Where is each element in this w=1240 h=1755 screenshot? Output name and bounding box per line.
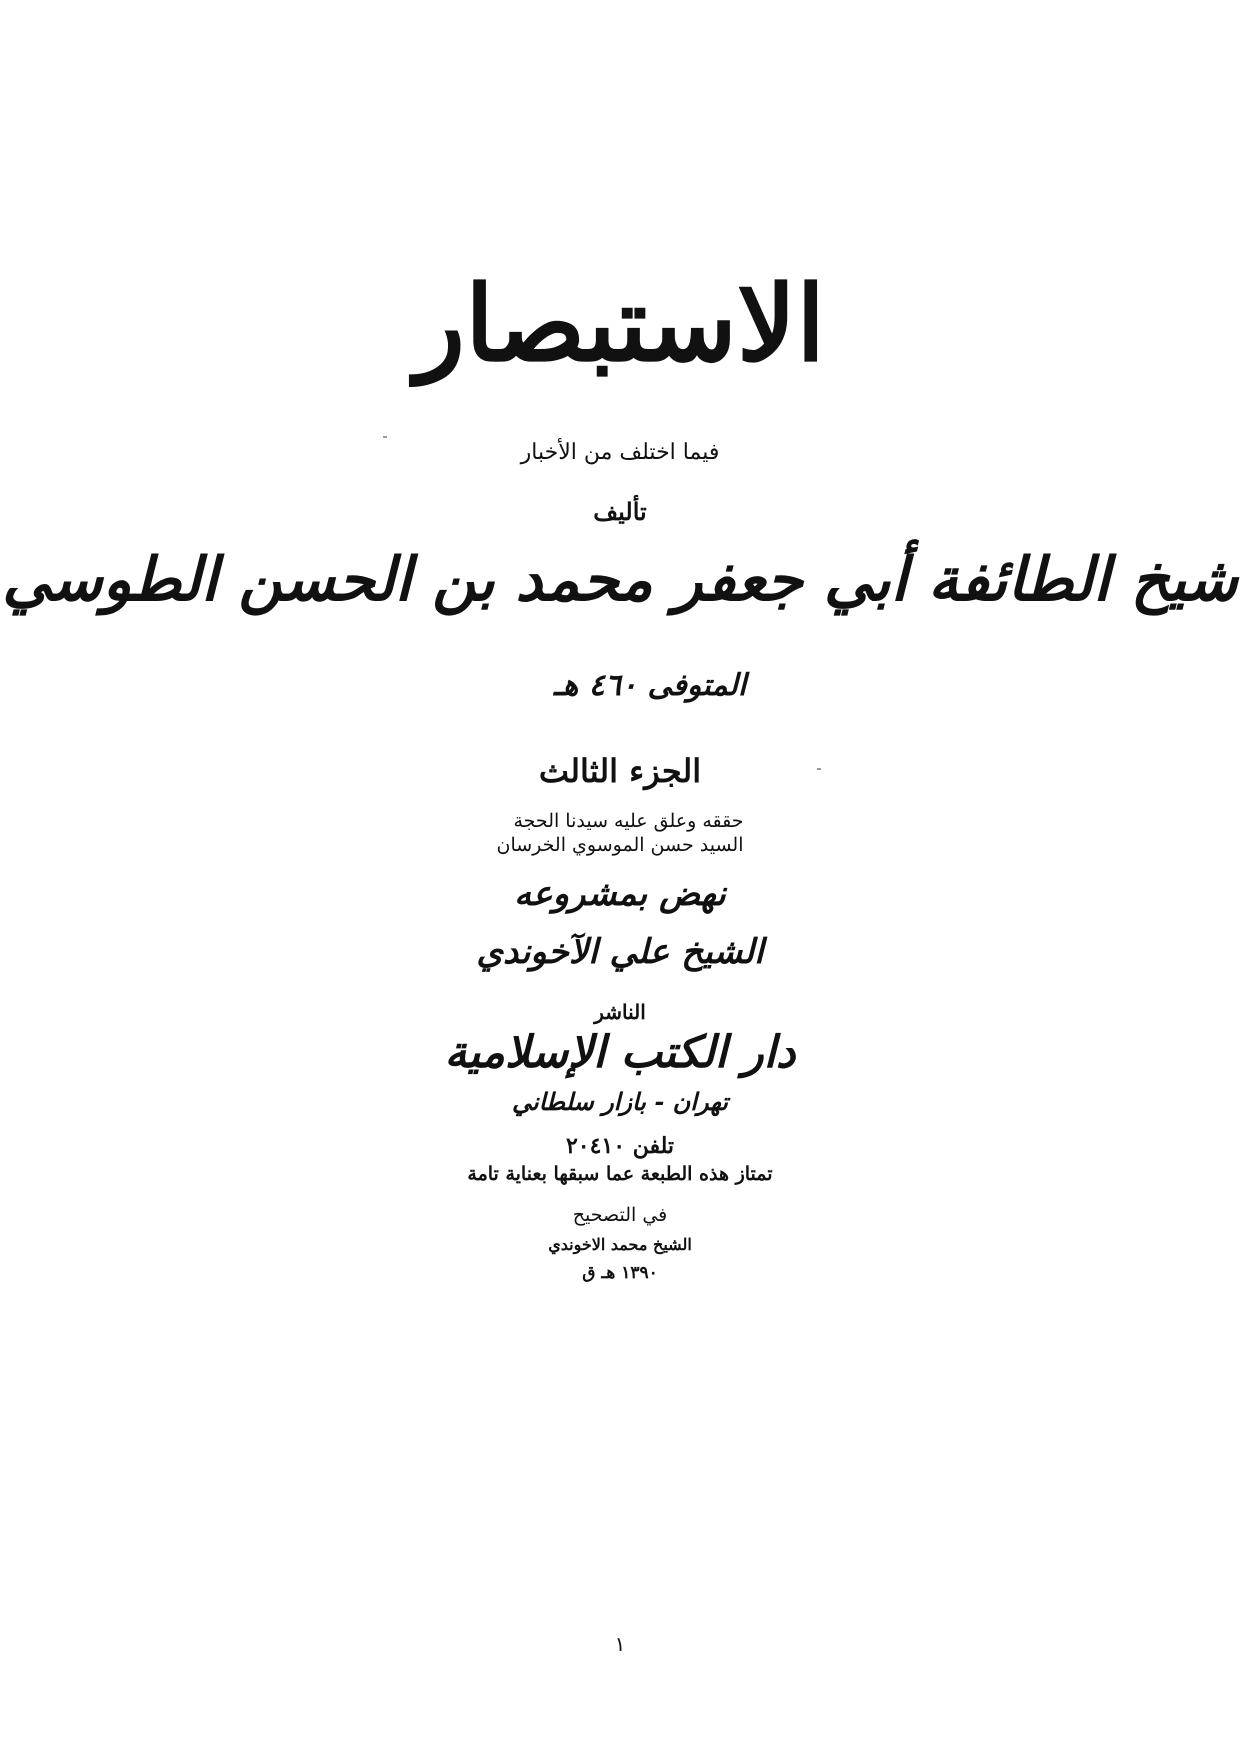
book-title: الاستبصار	[414, 262, 826, 385]
editor-line-2: السيد حسن الموسوي الخرسان	[496, 833, 744, 856]
phone-number: ٢٠٤١٠	[565, 1133, 626, 1159]
correction-label: في التصحيح	[572, 1204, 668, 1226]
page-number: ١	[614, 1632, 626, 1656]
scan-speck	[383, 436, 387, 438]
sponsor-name: الشيخ علي الآخوندي	[476, 932, 764, 972]
editor-credit	[0, 810, 1240, 858]
author-death-date: المتوفى ٤٦٠ هـ	[553, 668, 747, 703]
author-name: شيخ الطائفة أبي جعفر محمد بن الحسن الطوسي	[2, 545, 1238, 615]
publisher-name: دار الكتب الإسلامية	[444, 1027, 796, 1078]
publication-year: ١٣٩٠ هـ ق	[582, 1263, 658, 1283]
publisher-label: الناشر	[594, 1000, 646, 1024]
edition-note: تمتاز هذه الطبعة عما سبقها بعناية تامة	[467, 1163, 773, 1185]
publisher-phone	[0, 1133, 1240, 1159]
editor-line-1: حققه وعلق عليه سيدنا الحجة	[513, 810, 744, 832]
authored-by-label: تأليف	[593, 497, 647, 526]
funding-credit: نهض بمشروعه	[514, 874, 726, 914]
volume-label: الجزء الثالث	[538, 752, 702, 790]
phone-label: تلفن	[632, 1133, 675, 1159]
corrector-name: الشيخ محمد الاخوندي	[548, 1235, 692, 1254]
book-subtitle: فيما اختلف من الأخبار	[520, 440, 720, 465]
publisher-address: تهران - بازار سلطاني	[512, 1087, 728, 1116]
